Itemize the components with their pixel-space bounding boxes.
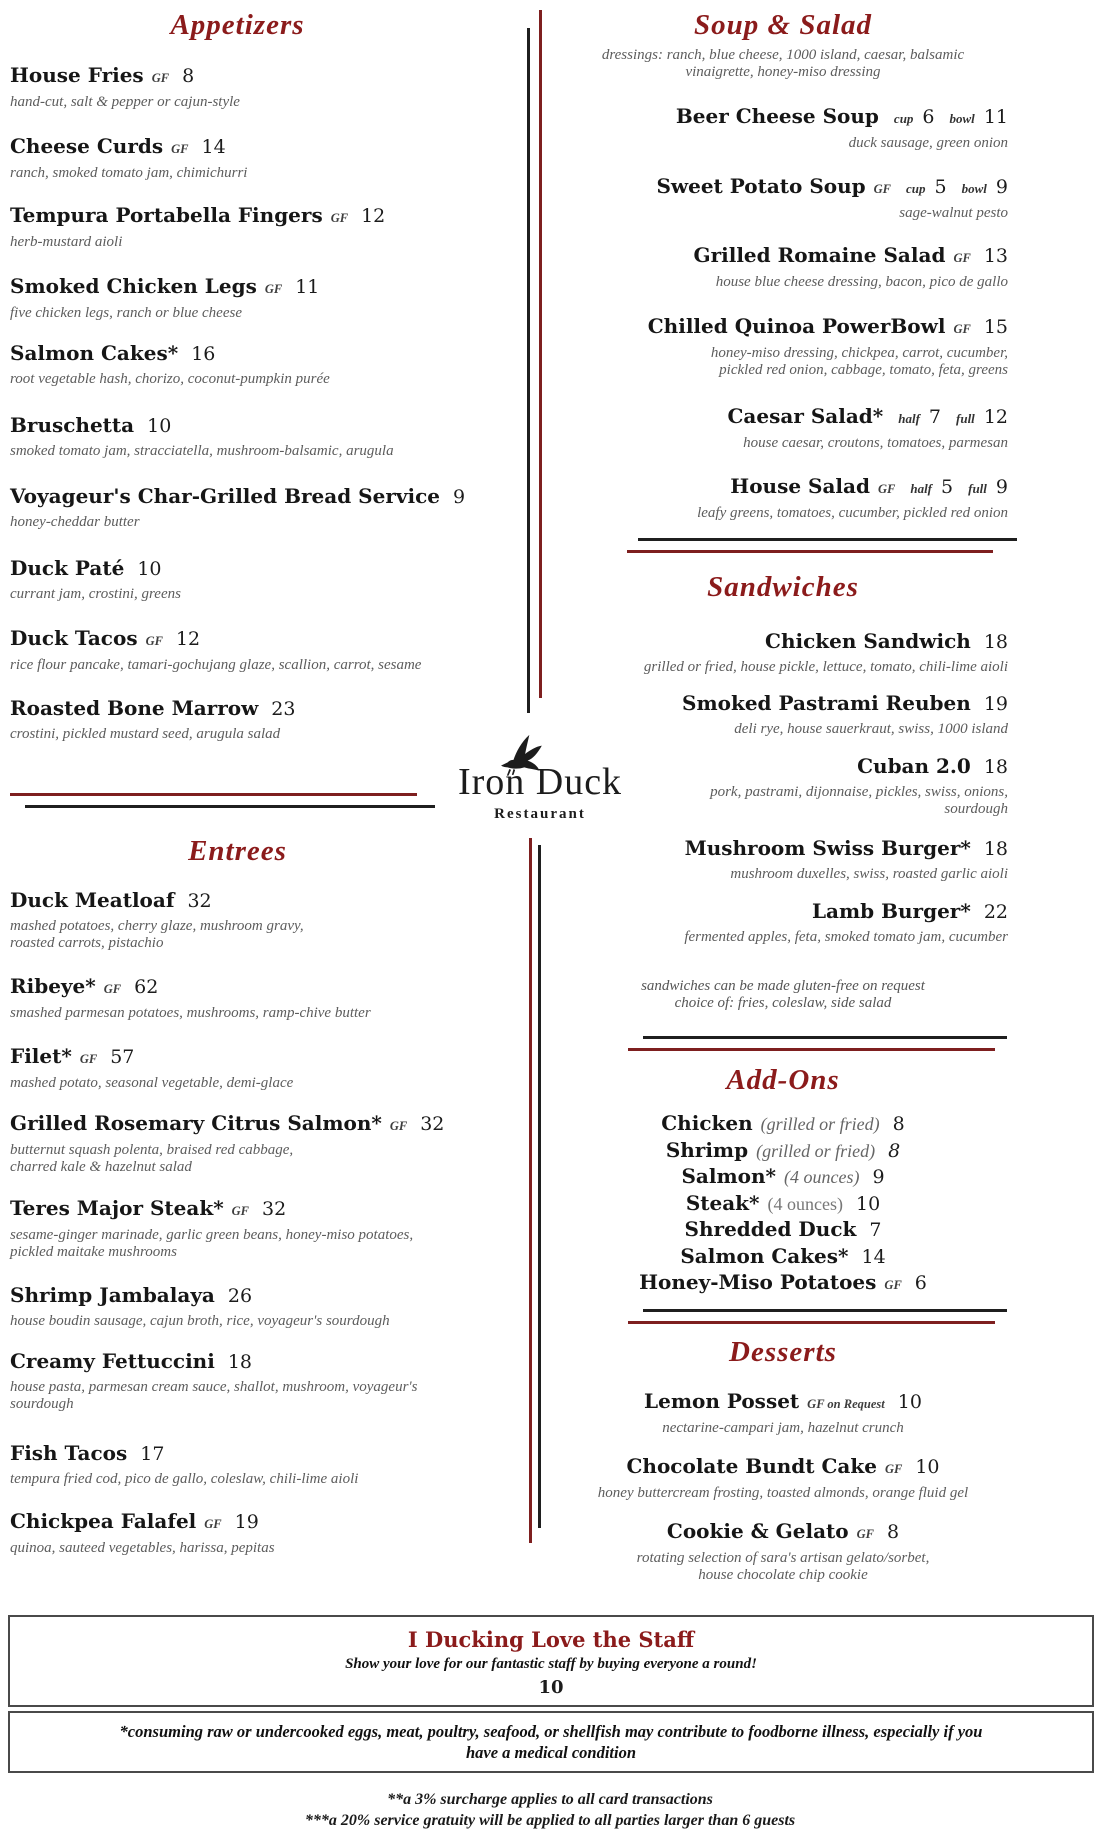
item-price: 6: [914, 1272, 927, 1294]
item-price: 18: [983, 756, 1008, 778]
item-price: 12: [175, 628, 201, 650]
item-description: butternut squash polenta, braised red cabbage, charred kale & hazelnut salad: [10, 1142, 294, 1175]
item-price: 7: [869, 1219, 882, 1241]
item-price: 32: [420, 1113, 445, 1135]
item-price: 12: [983, 406, 1008, 428]
item-description: honey buttercream frosting, toasted almonds, orange fluid gel: [597, 1485, 969, 1501]
menu-item-cookie-gelato: Cookie & Gelato GF 8 rotating selection of sara's artisan gelato/sorbet, house chocolate chip cookie: [558, 1519, 1008, 1583]
section-title-appetizers: Appetizers: [170, 9, 305, 41]
divider-line: [628, 1048, 995, 1051]
gf-tag: GF: [884, 1278, 902, 1292]
item-price: 8: [182, 65, 195, 87]
menu-item-lemon-posset: Lemon Posset GF on Request 10 nectarine-campari jam, hazelnut crunch: [558, 1389, 1008, 1437]
item-price: 9: [452, 486, 466, 508]
addon-qualifier: (4 ounces): [783, 1167, 860, 1187]
item-price: 62: [134, 976, 159, 998]
size-label: half: [910, 481, 933, 496]
menu-item-pastrami-reuben: Smoked Pastrami Reuben 19 deli rye, house sauerkraut, swiss, 1000 island: [558, 691, 1008, 738]
item-description: house boudin sausage, cajun broth, rice, voyageur's sourdough: [10, 1313, 390, 1329]
menu-item-lamb-burger: Lamb Burger* 22 fermented apples, feta, smoked tomato jam, cucumber: [558, 899, 1008, 946]
gf-tag: GF: [103, 982, 122, 996]
staff-promo-box: [8, 1615, 1094, 1707]
item-price: 23: [271, 698, 296, 720]
item-price: 8: [888, 1139, 901, 1162]
menu-item-duck-pate: Duck Paté 10 currant jam, crostini, greens: [10, 556, 465, 603]
item-description: rotating selection of sara's artisan gelato/sorbet, house chocolate chip cookie: [636, 1550, 930, 1583]
menu-item-chocolate-bundt-cake: Chocolate Bundt Cake GF 10 honey buttercream frosting, toasted almonds, orange fluid gel: [558, 1454, 1008, 1502]
menu-item-grilled-romaine: Grilled Romaine Salad GF 13 house blue cheese dressing, bacon, pico de gallo: [558, 243, 1008, 291]
item-price: 32: [187, 890, 212, 912]
item-price: 9: [995, 176, 1008, 198]
item-price: 10: [147, 415, 172, 437]
menu-item-shrimp-jambalaya: Shrimp Jambalaya 26 house boudin sausage, cajun broth, rice, voyageur's sourdough: [10, 1283, 465, 1330]
menu-item-smoked-chicken-legs: Smoked Chicken Legs GF 11 five chicken legs, ranch or blue cheese: [10, 274, 465, 322]
staff-promo-title: I Ducking Love the Staff: [407, 1627, 695, 1652]
item-price: 5: [934, 176, 947, 198]
item-price: 8: [886, 1521, 900, 1543]
menu-item-cheese-curds: Cheese Curds GF 14 ranch, smoked tomato jam, chimichurri: [10, 134, 465, 182]
item-price: 10: [137, 558, 162, 580]
gratuity-note: ***a 20% service gratuity will be applied to all parties larger than 6 guests: [304, 1812, 796, 1829]
menu-item-citrus-salmon: Grilled Rosemary Citrus Salmon* GF 32 butternut squash polenta, braised red cabbage, charred kale & hazelnut salad: [10, 1111, 465, 1175]
divider-line: [25, 805, 435, 808]
item-price: 11: [295, 276, 320, 298]
gf-tag: GF on Request: [807, 1397, 885, 1411]
addon-qualifier: (grilled or fried): [760, 1114, 880, 1134]
item-price: 12: [361, 205, 386, 227]
menu-item-mushroom-swiss-burger: Mushroom Swiss Burger* 18 mushroom duxelles, swiss, roasted garlic aioli: [558, 836, 1008, 883]
gf-tag: GF: [877, 482, 896, 496]
item-price: 14: [861, 1245, 886, 1268]
gf-tag: GF: [231, 1204, 250, 1218]
size-label: full: [956, 411, 975, 426]
menu-item-salmon-cakes: Salmon Cakes* 16 root vegetable hash, chorizo, coconut-pumpkin purée: [10, 341, 465, 388]
addon-item: Honey-Miso Potatoes GF 6: [639, 1270, 927, 1294]
menu-item-filet: Filet* GF 57 mashed potato, seasonal vegetable, demi-glace: [10, 1044, 465, 1092]
item-description: house blue cheese dressing, bacon, pico de gallo: [715, 274, 1008, 290]
item-price: 9: [872, 1166, 885, 1188]
menu-item-chicken-sandwich: Chicken Sandwich 18 grilled or fried, house pickle, lettuce, tomato, chili-lime aioli: [558, 629, 1008, 676]
menu-item-house-fries: House Fries GF 8 hand-cut, salt & pepper or cajun-style: [10, 63, 465, 111]
addon-qualifier: (4 ounces): [767, 1193, 843, 1214]
divider-line: [529, 838, 532, 1543]
item-description: ranch, smoked tomato jam, chimichurri: [10, 165, 248, 181]
gf-tag: GF: [171, 142, 189, 156]
divider-line: [10, 793, 417, 796]
item-description: mashed potatoes, cherry glaze, mushroom gravy, roasted carrots, pistachio: [10, 918, 304, 951]
addon-qualifier: (grilled or fried): [756, 1140, 876, 1161]
item-price: 19: [983, 693, 1008, 715]
section-title-addons: Add-Ons: [726, 1064, 840, 1096]
menu-item-quinoa-powerbowl: Chilled Quinoa PowerBowl GF 15 honey-miso dressing, chickpea, carrot, cucumber, pickled red onion, cabbage, tomato, feta, greens: [558, 314, 1008, 378]
item-price: 15: [983, 316, 1008, 338]
menu-item-teres-major: Teres Major Steak* GF 32 sesame-ginger marinade, garlic green beans, honey-miso potatoes, pickled maitake mushrooms: [10, 1196, 465, 1260]
size-label: half: [898, 411, 920, 426]
item-description: fermented apples, feta, smoked tomato jam, cucumber: [684, 929, 1008, 945]
item-price: 18: [983, 838, 1008, 860]
item-description: smashed parmesan potatoes, mushrooms, ramp-chive butter: [10, 1005, 371, 1021]
item-description: sage-walnut pesto: [899, 205, 1008, 221]
item-description: pork, pastrami, dijonnaise, pickles, swiss, onions, sourdough: [710, 784, 1008, 817]
item-price: 8: [892, 1113, 905, 1135]
item-description: deli rye, house sauerkraut, swiss, 1000 island: [734, 721, 1008, 737]
item-price: 18: [983, 631, 1008, 653]
menu-item-beer-cheese-soup: Beer Cheese Soup cup 6 bowl 11 duck sausage, green onion: [558, 104, 1008, 152]
item-description: honey-miso dressing, chickpea, carrot, cucumber, pickled red onion, cabbage, tomato, feta, greens: [710, 345, 1008, 378]
item-price: 10: [855, 1192, 881, 1215]
item-description: rice flour pancake, tamari-gochujang glaze, scallion, carrot, sesame: [10, 657, 422, 673]
size-label: cup: [906, 181, 926, 196]
section-title-sandwiches: Sandwiches: [707, 571, 859, 603]
item-description: leafy greens, tomatoes, cucumber, pickled red onion: [697, 505, 1008, 521]
item-price: 26: [227, 1285, 253, 1307]
section-title-entrees: Entrees: [188, 835, 287, 867]
menu-item-sweet-potato-soup: Sweet Potato Soup GF cup 5 bowl 9 sage-walnut pesto: [558, 174, 1008, 222]
divider-line: [539, 10, 542, 698]
gf-tag: GF: [953, 251, 971, 265]
item-price: 13: [983, 245, 1008, 267]
logo-wordmark: Iron Duck: [457, 761, 623, 803]
item-description: nectarine-campari jam, hazelnut crunch: [662, 1420, 904, 1436]
item-price: 19: [234, 1511, 259, 1533]
staff-promo-price: 10: [538, 1677, 564, 1698]
item-price: 18: [227, 1351, 253, 1373]
gf-tag: GF: [204, 1517, 222, 1531]
item-price: 17: [140, 1443, 165, 1465]
logo-subtitle: Restaurant: [494, 806, 586, 822]
item-description: grilled or fried, house pickle, lettuce, tomato, chili-lime aioli: [643, 659, 1008, 675]
menu-item-duck-meatloaf: Duck Meatloaf 32 mashed potatoes, cherry glaze, mushroom gravy, roasted carrots, pistachio: [10, 888, 465, 951]
left-column: [10, 0, 465, 1600]
gf-tag: GF: [884, 1462, 903, 1476]
addon-item: Steak* (4 ounces) 10: [685, 1190, 881, 1215]
addon-item: Salmon* (4 ounces) 9: [681, 1164, 885, 1188]
item-description: house pasta, parmesan cream sauce, shallot, mushroom, voyageur's sourdough: [10, 1379, 418, 1412]
section-title-desserts: Desserts: [729, 1336, 837, 1368]
menu-item-fish-tacos: Fish Tacos 17 tempura fried cod, pico de gallo, coleslaw, chili-lime aioli: [10, 1441, 465, 1488]
addon-item: Shredded Duck 7: [684, 1217, 882, 1241]
addons-list: [558, 1111, 1008, 1299]
item-description: sesame-ginger marinade, garlic green beans, honey-miso potatoes, pickled maitake mushrooms: [10, 1227, 414, 1260]
gf-tag: GF: [79, 1052, 98, 1066]
item-price: 11: [983, 106, 1008, 128]
gf-tag: GF: [389, 1119, 408, 1133]
gf-tag: GF: [873, 182, 892, 196]
gf-tag: GF: [953, 322, 971, 336]
item-price: 7: [928, 406, 942, 428]
gf-tag: GF: [151, 71, 170, 85]
item-description: tempura fried cod, pico de gallo, coleslaw, chili-lime aioli: [10, 1471, 359, 1487]
menu-item-creamy-fettuccini: Creamy Fettuccini 18 house pasta, parmesan cream sauce, shallot, mushroom, voyageur's sourdough: [10, 1349, 465, 1412]
item-description: mashed potato, seasonal vegetable, demi-glace: [10, 1075, 294, 1091]
divider-line: [643, 1036, 1007, 1039]
divider-line: [628, 1321, 995, 1324]
divider-line: [538, 845, 541, 1528]
menu-item-tempura-portabella: Tempura Portabella Fingers GF 12 herb-mustard aioli: [10, 203, 465, 251]
size-label: bowl: [949, 111, 975, 126]
divider-line: [627, 550, 993, 553]
item-description: house caesar, croutons, tomatoes, parmesan: [743, 435, 1008, 451]
divider-line: [527, 28, 530, 713]
surcharge-note: **a 3% surcharge applies to all card transactions: [387, 1791, 713, 1808]
item-price: 16: [191, 343, 216, 365]
item-price: 5: [941, 476, 954, 498]
menu-item-caesar-salad: Caesar Salad* half 7 full 12 house caesar, croutons, tomatoes, parmesan: [558, 404, 1008, 452]
item-description: five chicken legs, ranch or blue cheese: [10, 305, 242, 321]
item-description: duck sausage, green onion: [848, 135, 1008, 151]
menu-item-house-salad: House Salad GF half 5 full 9 leafy greens, tomatoes, cucumber, pickled red onion: [558, 474, 1008, 522]
right-column: [558, 0, 1008, 1600]
menu-item-cuban: Cuban 2.0 18 pork, pastrami, dijonnaise, pickles, swiss, onions, sourdough: [558, 754, 1008, 817]
gf-tag: GF: [330, 211, 349, 225]
addon-item: Salmon Cakes* 14: [680, 1243, 886, 1268]
item-price: 32: [262, 1198, 287, 1220]
menu-item-bread-service: Voyageur's Char-Grilled Bread Service 9 honey-cheddar butter: [10, 484, 466, 530]
sandwiches-footnote: sandwiches can be made gluten-free on request choice of: fries, coleslaw, side salad: [641, 978, 925, 1011]
item-description: currant jam, crostini, greens: [10, 586, 181, 602]
item-description: quinoa, sauteed vegetables, harissa, pepitas: [10, 1540, 275, 1556]
item-price: 14: [201, 136, 226, 158]
item-price: 22: [983, 901, 1008, 923]
gf-tag: GF: [145, 634, 163, 648]
item-price: 10: [897, 1391, 922, 1413]
menu-item-ribeye: Ribeye* GF 62 smashed parmesan potatoes, mushrooms, ramp-chive butter: [10, 974, 465, 1022]
divider-line: [638, 538, 1017, 541]
item-description: herb-mustard aioli: [10, 234, 123, 250]
divider-line: [643, 1309, 1007, 1312]
size-label: bowl: [961, 181, 987, 196]
section-title-soup-salad: Soup & Salad: [694, 9, 872, 41]
item-price: 57: [110, 1046, 135, 1068]
item-price: 10: [915, 1456, 940, 1478]
item-description: hand-cut, salt & pepper or cajun-style: [10, 94, 240, 110]
menu-item-chickpea-falafel: Chickpea Falafel GF 19 quinoa, sauteed vegetables, harissa, pepitas: [10, 1509, 465, 1557]
item-price: 9: [995, 476, 1008, 498]
item-description: crostini, pickled mustard seed, arugula salad: [10, 726, 281, 742]
menu-item-duck-tacos: Duck Tacos GF 12 rice flour pancake, tamari-gochujang glaze, scallion, carrot, sesame: [10, 626, 465, 674]
addon-item: Chicken (grilled or fried) 8: [661, 1111, 905, 1135]
dressings-note: dressings: ranch, blue cheese, 1000 island, caesar, balsamic vinaigrette, honey-miso dressing: [601, 47, 965, 80]
menu-item-bruschetta: Bruschetta 10 smoked tomato jam, stracciatella, mushroom-balsamic, arugula: [10, 413, 465, 460]
item-description: honey-cheddar butter: [10, 514, 140, 530]
size-label: cup: [893, 111, 914, 126]
gf-tag: GF: [264, 282, 283, 296]
size-label: full: [968, 481, 987, 496]
item-description: smoked tomato jam, stracciatella, mushroom-balsamic, arugula: [10, 443, 394, 459]
disclaimer-box: [8, 1711, 1094, 1773]
addon-item: Shrimp (grilled or fried) 8: [665, 1137, 901, 1162]
item-description: root vegetable hash, chorizo, coconut-pumpkin purée: [10, 371, 330, 387]
gf-tag: GF: [856, 1527, 874, 1541]
raw-food-disclaimer: *consuming raw or undercooked eggs, meat, poultry, seafood, or shellfish may contribute to foodborne illness, especially if you have a medical condition: [119, 1722, 983, 1762]
item-description: mushroom duxelles, swiss, roasted garlic aioli: [730, 866, 1008, 882]
item-price: 6: [922, 106, 935, 128]
menu-item-bone-marrow: Roasted Bone Marrow 23 crostini, pickled mustard seed, arugula salad: [10, 696, 465, 743]
staff-promo-subtitle: Show your love for our fantastic staff by buying everyone a round!: [345, 1656, 757, 1672]
